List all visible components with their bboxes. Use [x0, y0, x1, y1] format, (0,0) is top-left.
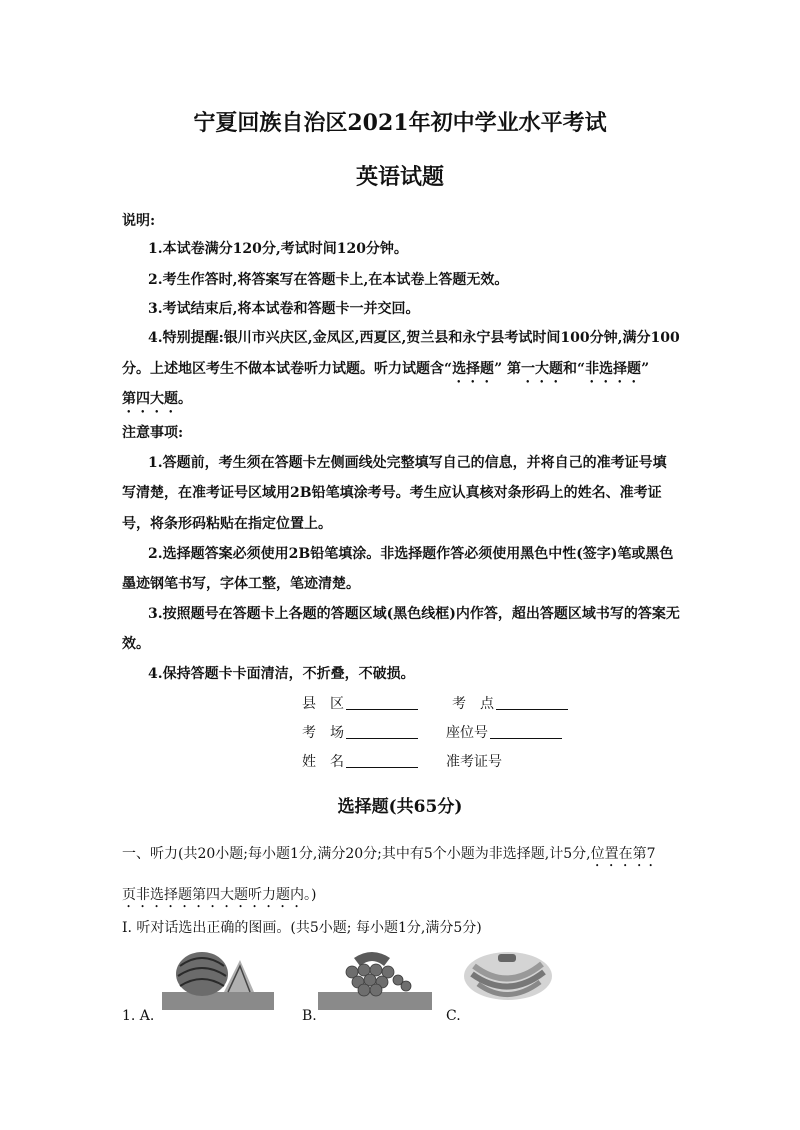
listening-text-a: 一、听力(共20小题;每小题1分,满分20分;其中有5个小题为非选择题,计5分, — [122, 846, 591, 862]
county-blank[interactable] — [346, 695, 418, 710]
attention-2-line-1: 2.选择题答案必须使用2B铅笔填涂。非选择题作答必须使用黑色中性(签字)笔或黑色 — [148, 546, 674, 562]
exam-room-label: 考 场 — [302, 725, 344, 741]
note-4-text-c: ” 第 — [494, 361, 521, 377]
listening-emph-position: 位置在第7 — [590, 846, 656, 862]
listening-text-end: 。) — [304, 887, 317, 903]
seat-label: 座位号 — [446, 725, 488, 741]
attention-1-line-2: 写清楚，在准考证号区域用2B铅笔填涂考号。考生应认真核对条形码上的姓名、准考证 — [122, 485, 662, 501]
county-label: 县 区 — [302, 696, 344, 712]
watermelon-picture[interactable] — [158, 946, 278, 1016]
notes-heading: 说明: — [122, 213, 156, 229]
exam-subtitle: 英语试题 — [355, 164, 444, 190]
note-4-emph-part1: 一大题 — [521, 361, 563, 377]
name-blank[interactable] — [346, 753, 418, 768]
name-label: 姓 名 — [302, 754, 344, 770]
note-3: 3.考试结束后,将本试卷和答题卡一并交回。 — [148, 301, 420, 317]
attention-2-line-2: 墨迹钢笔书写，字体工整，笔迹清楚。 — [122, 576, 360, 592]
bananas-picture[interactable] — [458, 948, 558, 1012]
ticket-field — [446, 751, 502, 771]
exam-site-label: 考 点 — [452, 696, 494, 712]
exam-room-blank[interactable] — [346, 724, 418, 739]
listening-line-2 — [122, 884, 316, 911]
option-c-label: C. — [446, 1008, 461, 1024]
note-1: 1.本试卷满分120分,考试时间120分钟。 — [148, 241, 408, 257]
note-4-line-3: 第四大题。 — [122, 391, 192, 407]
exam-site-field[interactable] — [452, 693, 568, 713]
note-4-emph-nonchoice: 非选择题 — [585, 361, 642, 377]
part-1-instructions: I. 听对话选出正确的图画。(共5小题; 每小题1分,满分5分) — [122, 920, 482, 936]
note-4-text-g: ” — [641, 361, 650, 377]
option-b-label: B. — [302, 1008, 317, 1024]
attention-1-line-1: 1.答题前，考生须在答题卡左侧画线处完整填写自己的信息，并将自己的准考证号填 — [148, 455, 667, 471]
attention-heading: 注意事项: — [122, 425, 184, 441]
attention-3-line-1: 3.按照题号在答题卡上各题的答题区域(黑色线框)内作答，超出答题区域书写的答案无 — [148, 606, 680, 622]
county-field[interactable] — [302, 693, 418, 713]
listening-line-1 — [122, 843, 656, 870]
exam-room-field[interactable] — [302, 722, 418, 742]
ticket-label: 准考证号 — [446, 754, 502, 770]
attention-3-line-2: 效。 — [122, 636, 150, 652]
name-field[interactable] — [302, 751, 418, 771]
seat-field[interactable] — [446, 722, 562, 742]
attention-1-line-3: 号，将条形码粘贴在指定位置上。 — [122, 516, 332, 532]
question-1-number-option-a: 1. A. — [122, 1008, 155, 1024]
note-4-text-a: 分。上述地区考生不做本试卷听力试题。听力试题含“ — [122, 361, 453, 377]
note-4-line-2 — [122, 358, 649, 386]
note-4-emph-choice: 选择题 — [452, 361, 495, 377]
exam-site-blank[interactable] — [496, 695, 568, 710]
note-4-line-1: 4.特别提醒:银川市兴庆区,金凤区,西夏区,贺兰县和永宁县考试时间100分钟,满分100 — [148, 330, 680, 346]
note-4-text-e: 和“ — [563, 361, 586, 377]
note-2: 2.考生作答时,将答案写在答题卡上,在本试卷上答题无效。 — [148, 272, 509, 288]
attention-4: 4.保持答题卡卡面清洁，不折叠，不破损。 — [148, 666, 415, 682]
exam-title: 宁夏回族自治区2021年初中学业水平考试 — [193, 110, 607, 136]
listening-emph-location: 页非选择题第四大题听力题内 — [122, 887, 304, 903]
grapes-picture[interactable] — [314, 946, 434, 1016]
seat-blank[interactable] — [490, 724, 562, 739]
section-title: 选择题(共65分) — [337, 797, 463, 817]
